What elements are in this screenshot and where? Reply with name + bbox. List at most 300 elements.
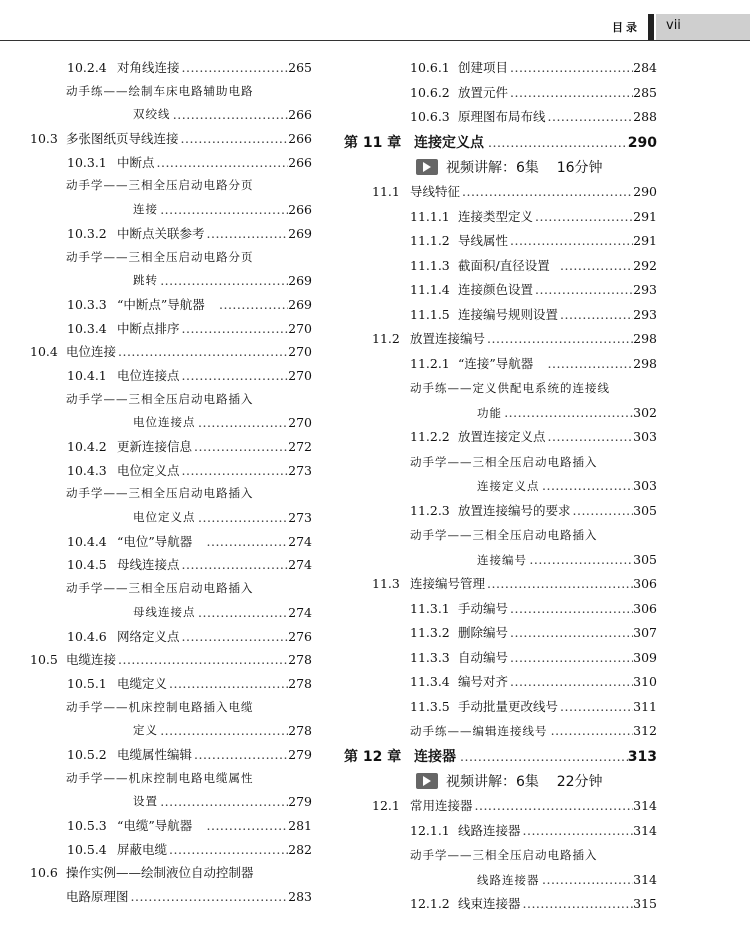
exercise-title-continued: 线路连接器 [477, 872, 540, 887]
toc-entry[interactable] [340, 572, 660, 597]
section-number: 10.4 [30, 344, 58, 360]
leader [542, 474, 657, 499]
subsection-number: 10.3.2 [67, 225, 107, 241]
leader-dots [194, 743, 288, 767]
page-number: 282 [288, 841, 312, 857]
toc-entry[interactable] [340, 180, 660, 205]
toc-entry[interactable] [340, 130, 660, 156]
section-number: 10.5 [30, 652, 58, 668]
exercise-title-continued: 功能 [477, 405, 502, 420]
toc-entry[interactable] [340, 868, 660, 893]
leader-dots [157, 151, 289, 175]
subsection-title: 放置连接编号的要求 [458, 502, 571, 518]
leader-dots [548, 352, 634, 377]
page-number: 314 [633, 871, 657, 887]
leader-dots [181, 127, 289, 151]
header-page-number: vii [666, 18, 681, 33]
subsection-number: 10.5.1 [67, 675, 107, 691]
exercise-title: 动手练——编辑连接线号 [410, 724, 548, 738]
page-number: 285 [633, 84, 657, 100]
section-number: 12.1 [372, 798, 400, 813]
page-number: 269 [288, 273, 312, 289]
exercise-title-continued: 连接 [133, 202, 158, 217]
leader-dots [160, 719, 288, 743]
toc-entry[interactable] [0, 435, 320, 459]
toc-entry[interactable] [0, 625, 320, 649]
leader [160, 269, 312, 293]
leader [160, 198, 312, 222]
subsection-title: 电位连接点 [117, 367, 180, 383]
toc-entry[interactable] [340, 670, 660, 695]
leader [510, 646, 657, 671]
toc-entry[interactable] [340, 327, 660, 352]
subsection-number: 11.1.3 [410, 257, 450, 273]
page-number: 314 [633, 822, 657, 838]
toc-entry[interactable] [0, 364, 320, 388]
leader-dots [542, 474, 633, 499]
toc-entry[interactable] [340, 401, 660, 426]
toc-entry[interactable] [340, 794, 660, 819]
leader [118, 340, 312, 364]
header-bar [648, 14, 654, 40]
toc-entry[interactable] [0, 269, 320, 293]
leader [488, 130, 657, 156]
leader-dots [182, 625, 289, 649]
subsection-title: 母线连接点 [117, 557, 180, 573]
subsection-number: 11.3.4 [410, 674, 450, 689]
leader [194, 435, 312, 459]
leader [173, 103, 312, 127]
leader [504, 401, 657, 426]
leader [181, 127, 313, 151]
leader [523, 892, 658, 917]
leader [182, 317, 313, 341]
subsection-number: 12.1.1 [410, 822, 450, 838]
section-title: 电缆连接 [66, 652, 117, 668]
subsection-number: 11.3.2 [410, 625, 450, 640]
exercise-title: 动手学——三相全压启动电路插入 [410, 454, 598, 469]
toc-entry[interactable] [0, 885, 320, 909]
toc-entry[interactable] [0, 103, 320, 127]
leader-dots [510, 229, 633, 254]
section-title: 电位连接 [66, 344, 117, 360]
section-title-continued: 电路原理图 [66, 889, 129, 905]
leader-dots [131, 885, 289, 909]
exercise-title-continued: 设置 [133, 794, 158, 809]
toc-entry[interactable] [0, 293, 320, 317]
toc-entry[interactable] [340, 474, 660, 499]
chapter-title: 连接器 [414, 748, 456, 765]
exercise-title-continued: 跳转 [133, 273, 158, 288]
subsection-title: 中断点 [117, 154, 155, 170]
page-number: 266 [288, 202, 312, 218]
leader-dots [182, 553, 289, 577]
toc-entry[interactable] [340, 229, 660, 254]
header-title: 目录 [612, 21, 640, 34]
page-number: 274 [288, 533, 312, 549]
subsection-title: 电缆定义 [117, 675, 168, 691]
page-header [0, 14, 750, 40]
video-icon [416, 159, 438, 175]
page-number: 265 [288, 60, 312, 75]
toc-entry[interactable] [0, 814, 320, 838]
toc-entry[interactable] [0, 127, 320, 151]
page-number: 303 [633, 478, 657, 493]
leader [487, 327, 657, 352]
leader [529, 548, 657, 573]
page-number: 291 [633, 208, 657, 224]
subsection-title: 连接颜色设置 [458, 282, 534, 297]
toc-entry[interactable] [0, 719, 320, 743]
leader [207, 222, 313, 246]
toc-entry[interactable] [340, 254, 660, 279]
leader-dots [462, 180, 633, 205]
leader-dots [118, 648, 288, 672]
page-number: 298 [633, 355, 657, 371]
page-number: 310 [633, 674, 657, 689]
leader-dots [560, 303, 633, 328]
subsection-title: 更新连接信息 [117, 439, 193, 454]
subsection-number: 11.1.5 [410, 306, 450, 322]
leader-dots [475, 794, 634, 819]
leader-dots [160, 198, 288, 222]
page-number: 278 [288, 723, 312, 739]
toc-entry[interactable] [0, 411, 320, 435]
subsection-number: 10.2.4 [67, 60, 107, 75]
toc-entry[interactable] [340, 105, 660, 130]
page-number: 284 [633, 60, 657, 75]
chapter-number: 第 11 章 [344, 134, 402, 151]
chapter-title: 连接定义点 [414, 134, 484, 151]
leader-dots [169, 672, 288, 696]
subsection-title: 创建项目 [458, 60, 509, 75]
subsection-number: 10.5.4 [67, 841, 107, 857]
leader-dots [207, 530, 289, 554]
toc-entry[interactable] [0, 198, 320, 222]
leader [535, 278, 657, 303]
leader [182, 625, 313, 649]
leader-dots [160, 269, 288, 293]
page-number: 270 [288, 344, 312, 360]
leader [131, 885, 313, 909]
exercise-title-continued: 电位定义点 [133, 510, 196, 525]
toc-entry[interactable] [0, 530, 320, 554]
toc-entry[interactable] [0, 577, 320, 601]
toc-entry[interactable] [0, 648, 320, 672]
leader [198, 506, 312, 530]
leader [462, 180, 657, 205]
leader-dots [488, 130, 628, 156]
toc-entry[interactable] [0, 459, 320, 483]
exercise-title: 动手学——三相全压启动电路插入 [66, 581, 254, 596]
leader-dots [560, 254, 633, 279]
subsection-number: 10.6.2 [410, 84, 450, 100]
page-number: 270 [288, 367, 312, 383]
exercise-title: 动手学——三相全压启动电路插入 [410, 528, 598, 542]
subsection-number: 10.4.2 [67, 439, 107, 454]
leader [548, 352, 658, 377]
section-number: 11.3 [372, 576, 400, 591]
leader-dots [510, 597, 633, 622]
subsection-title: 线路连接器 [458, 822, 521, 838]
toc-entry[interactable] [340, 205, 660, 230]
leader-dots [173, 103, 288, 127]
page-number: 274 [288, 604, 312, 620]
leader [510, 56, 657, 81]
section-title: 常用连接器 [410, 798, 473, 813]
toc-entry[interactable] [340, 892, 660, 917]
subsection-title: “电位”导航器 [117, 533, 193, 549]
leader-dots [523, 892, 634, 917]
section-title: 操作实例——绘制液位自动控制器 [66, 865, 254, 881]
page-number: 276 [288, 628, 312, 644]
leader [551, 719, 657, 744]
toc-entry[interactable] [340, 597, 660, 622]
toc-entry[interactable] [0, 767, 320, 791]
section-number: 10.3 [30, 131, 58, 147]
leader-dots [194, 435, 288, 459]
exercise-title: 动手学——三相全压启动电路分页 [66, 178, 254, 193]
page-number: 309 [633, 649, 657, 665]
toc-entry[interactable] [0, 80, 320, 104]
subsection-number: 10.6.1 [410, 60, 450, 75]
leader-dots [560, 695, 633, 720]
page-number: 269 [288, 296, 312, 312]
leader [182, 364, 313, 388]
leader-dots [510, 621, 633, 646]
exercise-title: 动手学——三相全压启动电路插入 [66, 391, 254, 406]
leader-dots [548, 425, 634, 450]
video-info: 视频讲解：6集 16分钟 [446, 159, 603, 176]
leader-dots [207, 222, 289, 246]
toc-entry[interactable] [340, 303, 660, 328]
toc-entry[interactable] [0, 506, 320, 530]
video-info: 视频讲解：6集 22分钟 [446, 773, 603, 790]
toc-entry[interactable] [0, 601, 320, 625]
subsection-number: 10.6.3 [410, 109, 450, 124]
leader [523, 819, 658, 844]
subsection-title: 自动编号 [458, 649, 509, 665]
toc-entry[interactable] [340, 450, 660, 475]
page-number: 273 [288, 510, 312, 526]
page-number: 313 [627, 748, 657, 765]
toc-entry[interactable] [340, 819, 660, 844]
toc-entry[interactable] [0, 317, 320, 341]
toc-entry[interactable] [0, 553, 320, 577]
exercise-title: 动手练——定义供配电系统的连接线 [410, 381, 610, 395]
leader-dots [523, 819, 634, 844]
page-number: 311 [633, 698, 657, 714]
page-number: 305 [633, 551, 657, 567]
subsection-title: 放置元件 [458, 84, 509, 100]
toc-entry[interactable] [0, 790, 320, 814]
leader [560, 303, 657, 328]
page-number: 314 [633, 798, 657, 813]
toc-entry[interactable] [0, 861, 320, 885]
leader-dots [487, 572, 633, 597]
leader-dots [198, 411, 288, 435]
subsection-title: 对角线连接 [117, 60, 180, 75]
exercise-title: 动手学——三相全压启动电路插入 [410, 848, 598, 862]
toc-entry[interactable] [340, 744, 660, 770]
toc-entry[interactable] [0, 838, 320, 862]
leader-dots [510, 56, 633, 81]
subsection-number: 10.4.1 [67, 367, 107, 383]
leader [182, 56, 313, 80]
subsection-number: 10.3.1 [67, 154, 107, 170]
toc-left-column [0, 56, 320, 909]
toc-entry[interactable] [340, 81, 660, 106]
toc-entry[interactable] [340, 56, 660, 81]
page-number: 292 [633, 257, 657, 273]
section-title: 多张图纸页导线连接 [66, 131, 179, 147]
toc-entry[interactable] [340, 843, 660, 868]
leader-dots [182, 317, 289, 341]
subsection-number: 11.2.1 [410, 355, 450, 371]
toc-entry[interactable] [0, 340, 320, 364]
page-number: 290 [633, 184, 657, 199]
toc-entry[interactable] [0, 222, 320, 246]
leader [510, 229, 657, 254]
toc-entry[interactable] [0, 388, 320, 412]
subsection-title: 删除编号 [458, 625, 509, 640]
page-number: 270 [288, 415, 312, 431]
leader [169, 838, 312, 862]
toc-entry[interactable] [340, 646, 660, 671]
page-number: 266 [288, 107, 312, 123]
leader [194, 743, 312, 767]
exercise-title: 动手学——三相全压启动电路插入 [66, 486, 254, 501]
section-number: 11.1 [372, 184, 400, 199]
exercise-title: 动手练——绘制车床电路辅助电路 [66, 83, 254, 98]
subsection-title: 导线属性 [458, 233, 509, 248]
subsection-title: 放置连接定义点 [458, 429, 546, 444]
page-number: 278 [288, 652, 312, 668]
leader [475, 794, 658, 819]
toc-entry[interactable] [0, 174, 320, 198]
toc-entry[interactable] [340, 499, 660, 524]
subsection-title: “中断点”导航器 [117, 296, 205, 312]
leader [169, 672, 312, 696]
leader-dots [160, 790, 288, 814]
toc-entry[interactable] [0, 696, 320, 720]
subsection-number: 10.4.6 [67, 628, 107, 644]
page-number: 305 [633, 502, 657, 518]
toc-entry[interactable] [340, 719, 660, 744]
page-number: 278 [288, 675, 312, 691]
leader [157, 151, 313, 175]
page-number: 281 [288, 818, 312, 833]
subsection-title: 中断点关联参考 [117, 225, 205, 241]
subsection-number: 10.3.3 [67, 296, 107, 312]
toc-entry[interactable] [340, 278, 660, 303]
subsection-number: 11.3.3 [410, 649, 450, 665]
page-number: 293 [633, 282, 657, 297]
toc-entry[interactable] [0, 56, 320, 80]
toc-entry[interactable] [340, 523, 660, 548]
toc-entry[interactable] [0, 246, 320, 270]
subsection-number: 11.1.1 [410, 208, 450, 224]
subsection-title: 电位定义点 [117, 462, 180, 478]
leader [182, 553, 313, 577]
leader-dots [219, 293, 288, 317]
toc-entry[interactable] [340, 352, 660, 377]
toc-entry[interactable] [340, 425, 660, 450]
leader-dots [487, 327, 633, 352]
leader [573, 499, 658, 524]
leader [207, 530, 313, 554]
page-number: 279 [288, 746, 312, 762]
leader [198, 411, 312, 435]
page-number: 274 [288, 557, 312, 573]
leader-dots [118, 340, 288, 364]
leader [160, 719, 312, 743]
leader-dots [573, 499, 634, 524]
leader-dots [182, 364, 289, 388]
toc-entry[interactable] [340, 695, 660, 720]
leader-dots [551, 719, 634, 744]
toc-entry[interactable] [340, 770, 660, 795]
page-number: 298 [633, 331, 657, 346]
leader-dots [542, 868, 633, 893]
leader [510, 670, 657, 695]
leader [487, 572, 657, 597]
section-number: 10.6 [30, 865, 58, 881]
leader [198, 601, 312, 625]
leader [542, 868, 657, 893]
leader [560, 254, 657, 279]
page-number: 303 [633, 429, 657, 444]
toc-right-column [340, 56, 660, 917]
leader-dots [504, 401, 633, 426]
leader-dots [198, 506, 288, 530]
page-number: 273 [288, 462, 312, 478]
subsection-title: 线束连接器 [458, 896, 521, 911]
subsection-number: 10.4.4 [67, 533, 107, 549]
toc-entry[interactable] [340, 621, 660, 646]
section-number: 11.2 [372, 331, 400, 346]
subsection-title: “电缆”导航器 [117, 818, 193, 833]
leader [182, 459, 313, 483]
page-number: 302 [633, 404, 657, 420]
toc-entry[interactable] [340, 156, 660, 181]
toc-entry[interactable] [0, 743, 320, 767]
leader-dots [529, 548, 633, 573]
exercise-title-continued: 双绞线 [133, 107, 171, 122]
subsection-title: 手动编号 [458, 600, 509, 616]
leader-dots [510, 646, 633, 671]
page-number: 288 [633, 109, 657, 124]
subsection-number: 10.5.2 [67, 746, 107, 762]
exercise-title-continued: 连接定义点 [477, 479, 540, 493]
exercise-title-continued: 定义 [133, 723, 158, 738]
toc-entry[interactable] [0, 482, 320, 506]
toc-entry[interactable] [0, 151, 320, 175]
subsection-title: “连接”导航器 [458, 355, 534, 371]
leader [548, 105, 658, 130]
toc-entry[interactable] [340, 548, 660, 573]
leader [510, 597, 657, 622]
subsection-number: 11.3.1 [410, 600, 450, 616]
leader-dots [207, 814, 289, 838]
toc-entry[interactable] [340, 376, 660, 401]
exercise-title-continued: 母线连接点 [133, 604, 196, 619]
subsection-number: 11.1.2 [410, 233, 450, 248]
page-number: 266 [288, 154, 312, 170]
toc-entry[interactable] [0, 672, 320, 696]
subsection-title: 电缆属性编辑 [117, 746, 193, 762]
subsection-title: 连接类型定义 [458, 208, 534, 224]
